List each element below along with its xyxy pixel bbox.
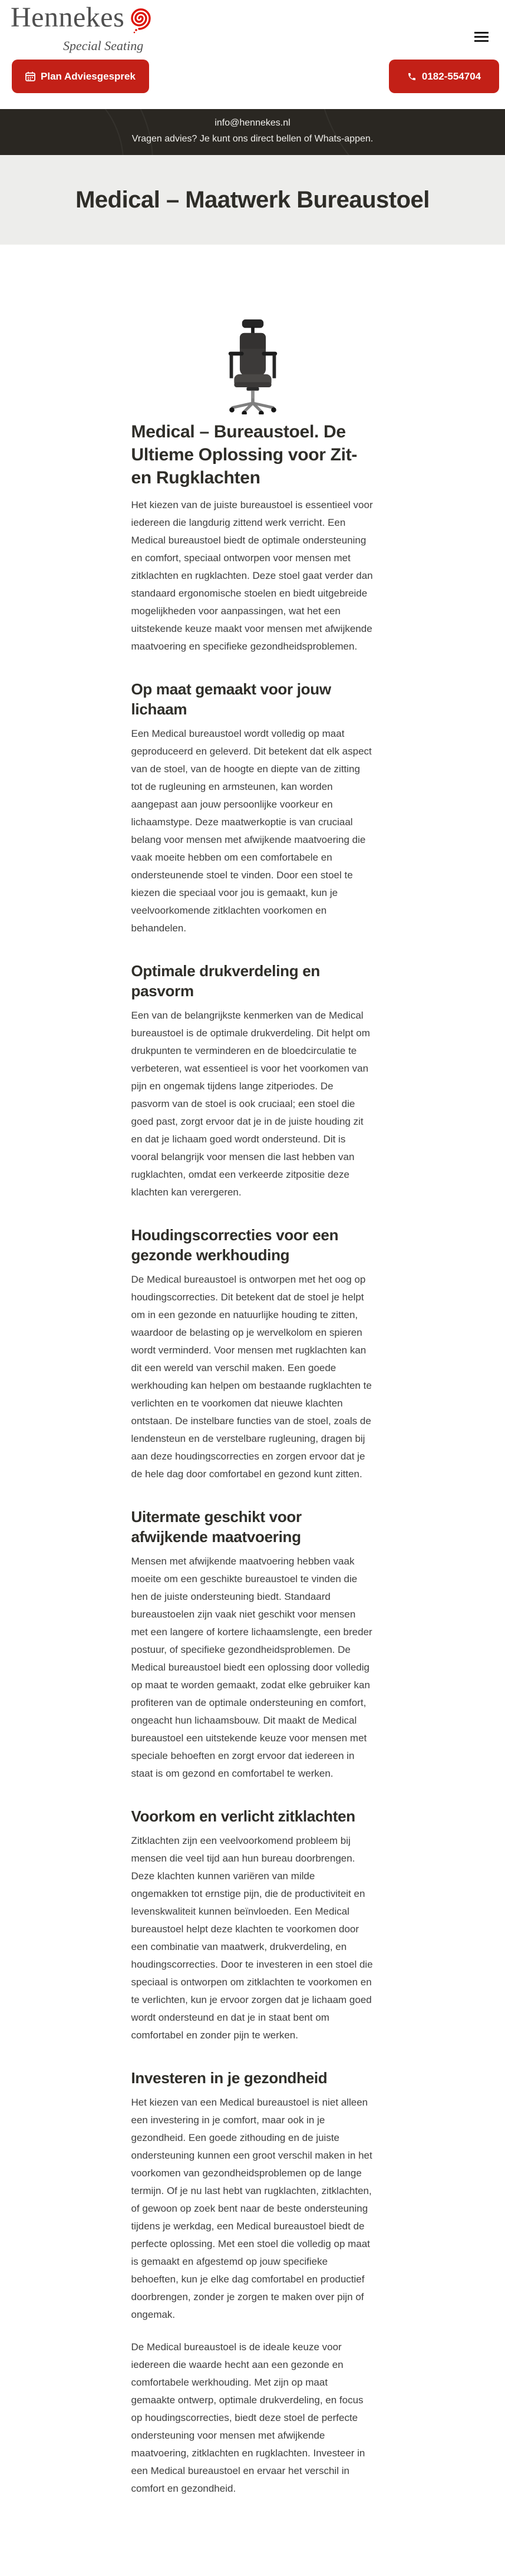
logo-spiral-icon <box>127 5 151 37</box>
section-heading: Optimale drukverdeling en pasvorm <box>131 962 320 1000</box>
article-sections <box>131 679 374 2498</box>
info-bar <box>0 109 505 155</box>
logo[interactable] <box>11 2 151 54</box>
section-heading: Op maat gemaakt voor jouw lichaam <box>131 680 331 718</box>
decorative-curve <box>0 109 124 155</box>
section-heading: Houdingscorrecties voor een gezonde werkhouding <box>131 1226 339 1264</box>
section-heading: Uitermate geschikt voor afwijkende maatvoering <box>131 1508 302 1546</box>
paragraph: De Medical bureaustoel is ontworpen met het oog op houdingscorrecties. Dit betekent dat de stoel je helpt om in een gezonde en natuurlijke houding te zitten, waardoor de belasting op je wervelkolom en spieren wordt verminderd. Voor mensen met rugklachten kan dit een wereld van verschil maken. Een goede werkhouding kan helpen om bestaande rugklachten te verlichten en te voorkomen dat nieuwe klachten ontstaan. De instelbare functies van de stoel, zoals de lendensteun en de verstelbare rugleuning, dragen bij aan deze houdingscorrecties en zorgen ervoor dat je de hele dag door comfortabel en gezond kunt zitten. <box>131 1274 372 1480</box>
article-section <box>131 1225 374 1483</box>
paragraph: Zitklachten zijn een veelvoorkomend probleem bij mensen die veel tijd aan hun bureau doorbrengen. Deze klachten kunnen variëren van milde ongemakken tot ernstige pijn, die de productiviteit en levenskwaliteit kunnen beïnvloeden. Een Medical bureaustoel helpt deze klachten te voorkomen door een combinatie van maatwerk, drukverdeling, en houdingscorrecties. Door te investeren in een stoel die speciaal is ontworpen om zitklachten te voorkomen en te verlichten, kun je ervoor zorgen dat je lichaam goed wordt ondersteund en dat je in staat bent om comfortabel en zonder pijn te werken. <box>131 1835 373 2041</box>
info-message: Vragen advies? Je kunt ons direct bellen of Whats-appen. <box>131 134 374 144</box>
paragraph: Een Medical bureaustoel wordt volledig op maat geproduceerd en geleverd. Dit betekent dat elk aspect van de stoel, van de hoogte en diepte van de zitting tot de rugleuning en armsteunen, kan worden aangepast aan jouw persoonlijke voorkeur en lichaamstype. Deze maatwerkoptie is van cruciaal belang voor mensen met afwijkende maatvoering die vaak moeite hebben om een comfortabele en ondersteunende stoel te vinden. Door een stoel te kiezen die speciaal voor jou is gemaakt, kun je veelvoorkomende zitklachten voorkomen en behandelen. <box>131 728 372 934</box>
paragraph: Mensen met afwijkende maatvoering hebben vaak moeite om een geschikte bureaustoel te vinden die hen de juiste ondersteuning biedt. Standaard bureaustoelen zijn vaak niet geschikt voor mensen met een langere of kortere lichaamslengte, een breder postuur, of specifieke gezondheidsproblemen. De Medical bureaustoel biedt een oplossing door volledig op maat te worden gemaakt, zodat elke gebruiker kan profiteren van de optimale ondersteuning en comfort, ongeacht hun lichaamsbouw. Dit maakt de Medical bureaustoel een uitstekende keuze voor mensen met speciale behoeften en zorgt ervoor dat iedereen in staat is om gezond en comfortabel te werken. <box>131 1556 372 1779</box>
logo-text: Hennekes <box>11 2 125 33</box>
section-heading: Voorkom en verlicht zitklachten <box>131 1807 355 1825</box>
main-content <box>0 318 505 2498</box>
section-paragraphs <box>131 1271 374 1483</box>
paragraph: Het kiezen van een Medical bureaustoel is niet alleen een investering in je comfort, maar ook in je gezondheid. Een goede zithouding en de juiste ondersteuning kunnen een groot verschil maken in het voorkomen van gezondheidsproblemen op de lange termijn. Of je nu last hebt van rugklachten, zitklachten, of gewoon op zoek bent naar de beste ondersteuning tijdens je werkdag, een Medical bureaustoel biedt de perfecte oplossing. Met een stoel die volledig op maat is gemaakt en afgestemd op jouw specifieke behoeften, kun je elke dag comfortabel en productief doorbrengen, zonder je zorgen te maken over pijn of ongemak. <box>131 2097 372 2320</box>
decorative-curve <box>316 109 505 155</box>
paragraph: Het kiezen van de juiste bureaustoel is essentieel voor iedereen die langdurig zittend werk verricht. Een Medical bureaustoel biedt de optimale ondersteuning en comfort, speciaal ontworpen voor mensen met zitklachten en rugklachten. Deze stoel gaat verder dan standaard ergonomische stoelen en biedt uitgebreide mogelijkheden voor aanpassingen, wat het een uitstekende keuze maakt voor mensen met afwijkende maatvoering en specifieke gezondheidsproblemen. <box>131 499 373 652</box>
paragraph: Een van de belangrijkste kenmerken van de Medical bureaustoel is de optimale drukverdeling. Dit helpt om drukpunten te verminderen en de bloedcirculatie te verbeteren, wat essentieel is voor het voorkomen van pijn en ongemak tijdens lange zitperiodes. De pasvorm van de stoel is ook cruciaal; een stoel die goed past, zorgt ervoor dat je in de juiste houding zit en dat je lichaam goed wordt ondersteund. Dit is vooral belangrijk voor mensen die last hebben van rugklachten, omdat een verkeerde zitpositie deze klachten kan verergeren. <box>131 1010 370 1198</box>
article-section <box>131 1507 374 1783</box>
menu-button[interactable] <box>474 32 489 42</box>
intro-heading: Medical – Bureaustoel. De Ultieme Oplossing voor Zit- en Rugklachten <box>131 422 358 487</box>
phone-icon <box>407 72 417 81</box>
article <box>131 420 374 2498</box>
hamburger-icon <box>474 32 489 42</box>
page-title: Medical – Maatwerk Bureaustoel <box>75 186 430 213</box>
article-section <box>131 679 374 937</box>
logo-tagline: Special Seating <box>63 38 144 53</box>
phone-button[interactable] <box>389 60 499 93</box>
title-band <box>0 155 505 245</box>
intro-paragraphs <box>131 496 374 655</box>
section-paragraphs <box>131 2094 374 2498</box>
section-paragraphs <box>131 1832 374 2044</box>
section-paragraphs <box>131 725 374 937</box>
article-section <box>131 961 374 1201</box>
info-email-link[interactable]: info@hennekes.nl <box>214 118 291 128</box>
product-image-chair <box>225 318 281 414</box>
paragraph: De Medical bureaustoel is de ideale keuze voor iedereen die waarde hecht aan een gezonde en comfortabele werkhouding. Met zijn op maat gemaakte ontwerp, optimale drukverdeling, en focus op houdingscorrecties, biedt deze stoel de perfecte ondersteuning voor mensen met afwijkende maatvoering, zitklachten en rugklachten. Investeer in een Medical bureaustoel en ervaar het verschil in comfort en gezondheid. <box>131 2341 365 2494</box>
section-paragraphs <box>131 1553 374 1783</box>
plan-advies-button[interactable] <box>12 60 149 93</box>
calendar-icon <box>25 71 35 81</box>
section-heading: Investeren in je gezondheid <box>131 2069 328 2087</box>
section-paragraphs <box>131 1007 374 1201</box>
phone-label: 0182-554704 <box>421 70 481 82</box>
article-section <box>131 2068 374 2498</box>
article-section <box>131 1806 374 2044</box>
plan-advies-label: Plan Adviesgesprek <box>41 70 136 82</box>
site-header <box>0 0 505 109</box>
